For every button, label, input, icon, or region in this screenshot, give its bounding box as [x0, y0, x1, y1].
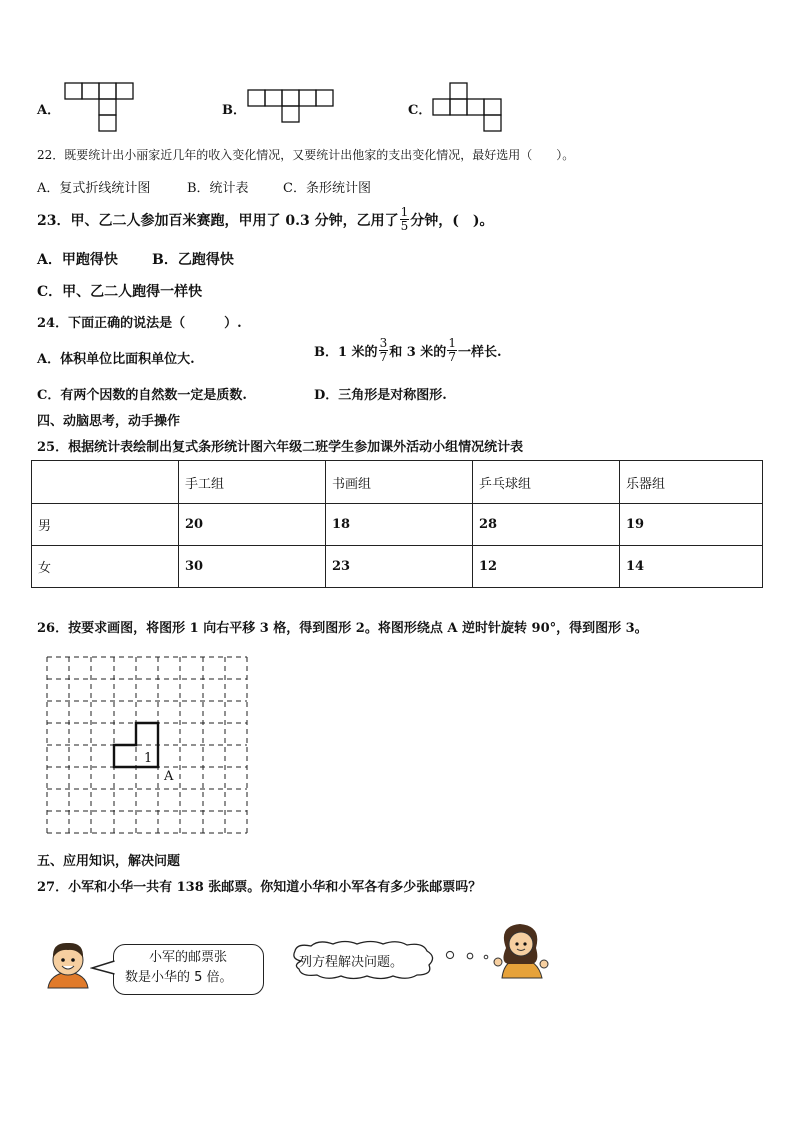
- q24-fraction-2: [447, 337, 457, 364]
- q27-stem: 27．小军和小华一共有 138 张邮票。你知道小华和小军各有多少张邮票吗？: [37, 880, 482, 895]
- q22-option-a: A．复式折线统计图: [37, 181, 151, 196]
- q23-fraction: [400, 206, 410, 233]
- q24-fraction-2-den: 7: [448, 350, 456, 364]
- table-cell: 女: [32, 546, 179, 588]
- boy-illustration: [44, 938, 92, 990]
- q23-stem: [37, 206, 493, 233]
- section-5-heading: 五、应用知识，解决问题: [37, 854, 181, 869]
- q24-option-a: A．体积单位比面积单位大.: [37, 352, 195, 367]
- table-cell: 18: [326, 504, 473, 546]
- q21-option-b-label: B．: [222, 103, 246, 118]
- q21-option-b-net-figure: [247, 89, 335, 125]
- table-header-cell: 书画组: [326, 461, 473, 504]
- q24-option-b-mid: 和 3 米的: [389, 345, 447, 360]
- q25-stem: 25．根据统计表绘制出复式条形统计图六年级二班学生参加课外活动小组情况统计表: [37, 440, 524, 455]
- q24-fraction-1-num: 3: [379, 336, 388, 350]
- q25-stats-table: [31, 460, 763, 588]
- table-header-cell: 乐器组: [620, 461, 763, 504]
- q23-fraction-den: 5: [400, 219, 409, 233]
- q24-fraction-2-num: 1: [448, 336, 456, 350]
- q22-stem: 22．既要统计出小丽家近几年的收入变化情况，又要统计出他家的支出变化情况，最好选用（ ）。: [37, 148, 575, 162]
- q24-stem: 24．下面正确的说法是（ ）.: [37, 316, 242, 331]
- girl-illustration: [492, 918, 550, 980]
- q26-point-a-label: A: [164, 769, 174, 784]
- table-header-cell: 乒乓球组: [473, 461, 620, 504]
- q23-stem-pre: 23．甲、乙二人参加百米赛跑，甲用了 0.3 分钟，乙用了: [37, 212, 399, 229]
- table-cell: 28: [473, 504, 620, 546]
- q24-option-b: [314, 337, 501, 364]
- table-header-row: [32, 461, 763, 504]
- q23-fraction-num: 1: [400, 205, 409, 219]
- q22-option-c: C．条形统计图: [283, 181, 371, 196]
- table-header-cell: [32, 461, 179, 504]
- table-cell: 12: [473, 546, 620, 588]
- table-row: [32, 546, 763, 588]
- thought-dots: [444, 948, 494, 964]
- bubble-1-line-2: 数是小华的 5 倍。: [125, 970, 233, 985]
- table-row: [32, 504, 763, 546]
- q23-option-a: A．甲跑得快: [37, 252, 118, 268]
- q24-option-b-post: 一样长.: [457, 345, 502, 360]
- table-cell: 14: [620, 546, 763, 588]
- bubble-1-line-1: 小军的邮票张: [149, 950, 228, 965]
- q23-stem-post: 分钟，( )。: [410, 212, 494, 229]
- q21-option-c-label: C．: [408, 103, 432, 118]
- q24-option-b-pre: B．1 米的: [314, 345, 378, 360]
- q21-option-a-label: A．: [37, 103, 61, 118]
- q22-option-b: B．统计表: [187, 181, 249, 196]
- q24-fraction-1: [379, 337, 389, 364]
- table-cell: 20: [179, 504, 326, 546]
- table-cell: 男: [32, 504, 179, 546]
- table-cell: 30: [179, 546, 326, 588]
- table-cell: 19: [620, 504, 763, 546]
- bubble-1-tail: [90, 958, 116, 978]
- q26-shape-label: 1: [144, 751, 153, 766]
- q23-option-b: B．乙跑得快: [152, 252, 234, 268]
- q24-option-d: D．三角形是对称图形.: [314, 388, 447, 403]
- table-header-cell: 手工组: [179, 461, 326, 504]
- q21-option-a-net-figure: [64, 82, 136, 134]
- q26-dashed-grid: [40, 650, 256, 840]
- section-4-heading: 四、动脑思考，动手操作: [37, 414, 181, 429]
- q24-fraction-1-den: 7: [379, 350, 388, 364]
- q26-stem: 26．按要求画图，将图形 1 向右平移 3 格，得到图形 2。将图形绕点 A 逆时针旋转 90°，得到图形 3。: [37, 621, 648, 636]
- q21-option-c-net-figure: [432, 82, 504, 134]
- table-cell: 23: [326, 546, 473, 588]
- bubble-2-text: 列方程解决问题。: [299, 955, 404, 970]
- boy-speech-bubble: [113, 944, 264, 995]
- q24-option-c: C．有两个因数的自然数一定是质数.: [37, 388, 247, 403]
- q23-option-c: C．甲、乙二人跑得一样快: [37, 284, 203, 300]
